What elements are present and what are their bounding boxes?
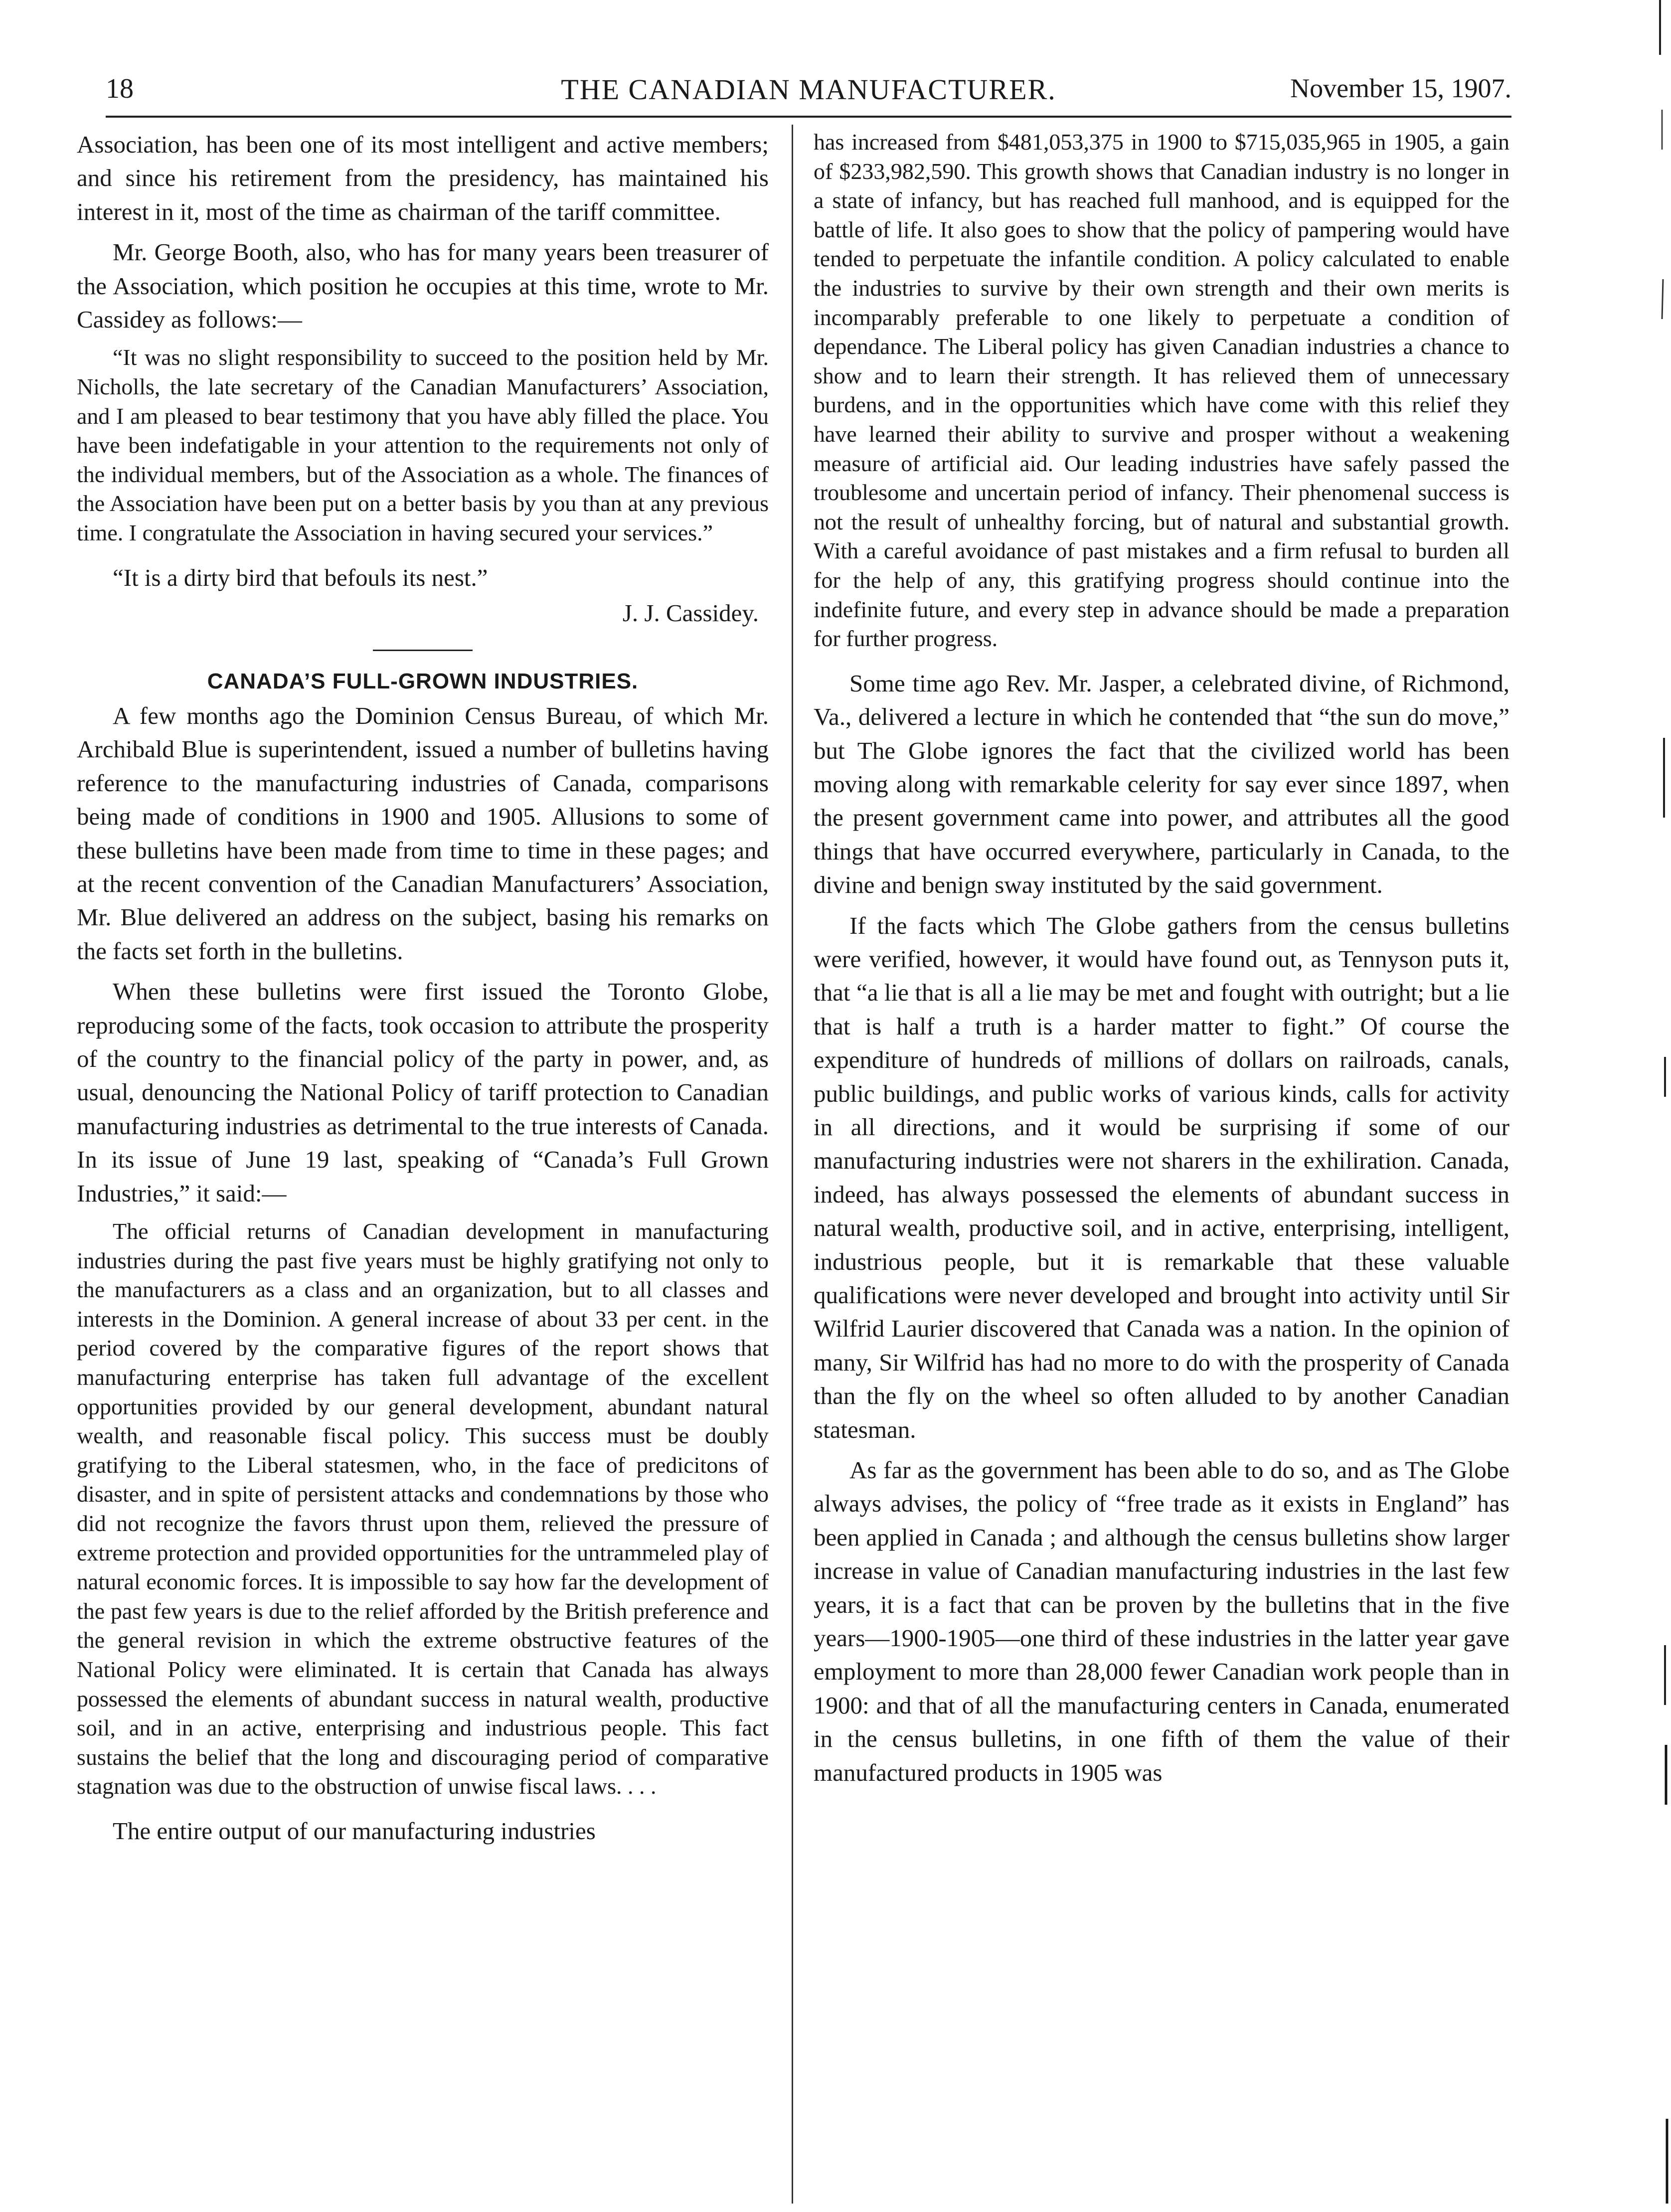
header-rule (106, 116, 1511, 118)
page-number: 18 (106, 73, 134, 104)
paragraph: Some time ago Rev. Mr. Jasper, a celebrated divine, of Richmond, Va., delivered a lecture in which he contended that “the sun do move,” but The Globe ignores the fact that the civilized world has been moving along with remarkable celerity for say ever since 1897, when the present government came into power, and attributes all the good things that have occurred everywhere, particularly in Canada, to the divine and benign sway instituted by the said government. (814, 669, 1509, 899)
paragraph: A few months ago the Dominion Census Bureau, of which Mr. Archibald Blue is superintendent, issued a number of bulletins having reference to the manufacturing industries of Canada, comparisons being made of conditions in 1900 and 1905. Allusions to some of these bulletins have been made from time to time in these pages; and at the recent convention of the Canadian Manufacturers’ Association, Mr. Blue delivered an address on the subject, basing his remarks on the facts set forth in the bulletins. (77, 702, 769, 965)
signature: J. J. Cassidey. (622, 599, 759, 627)
paragraph: Mr. George Booth, also, who has for many years been treasurer of the Association, which position he occupies at this time, wrote to Mr. Cassidey as follows:— (77, 238, 769, 334)
quoted-article-continued: has increased from $481,053,375 in 1900 to $715,035,965 in 1905, a gain of $233,982,590. This growth shows that Canadian industry is no longer in a state of infancy, but has reached full manhood, and is equipped for the battle of life. It also goes to show that the policy of pampering would have tended to perpetuate the infantile condition. A policy calculated to enable the industries to survive by their own strength and their own merits is incomparably preferable to one likely to perpetuate a condition of dependance. The Liberal policy has given Canadian industries a chance to show and to learn their strength. It has relieved them of unnecessary burdens, and in the opportunities which have come with this relief they have learned their ability to survive and prosper without a weakening measure of artificial aid. Our leading industries have safely passed the troublesome and uncertain period of infancy. Their phenomenal success is not the result of unhealthy forcing, but of natural and substantial growth. With a careful avoidance of past mistakes and a firm refusal to burden all for the help of any, this gratifying progress should continue into the indefinite future, and every step in advance should be made a preparation for further progress. (814, 129, 1509, 652)
paragraph: As far as the government has been able to do so, and as The Globe always advises, the policy of “free trade as it exists in England” has been applied in Canada ; and although the census bulletins show larger increase in value of Canadian manufacturing industries in the last few years, it is a fact that can be proven by the bulletins that in the five years—1900-1905—one third of these industries in the latter year gave employment to more than 28,000 fewer Canadian work people than in 1900: and that of all the manufacturing centers in Canada, enumerated in the census bulletins, in one fifth of them the value of their manufactured products in 1905 was (814, 1456, 1509, 1786)
issue-date: November 15, 1907. (1290, 73, 1511, 103)
left-column (77, 128, 769, 1855)
paragraph: “It is a dirty bird that befouls its nest.” (113, 563, 488, 591)
quoted-article: The official returns of Canadian development in manufacturing industries during the past five years must be highly gratifying not only to the manufacturers as a class and an organization, but to all classes and interests in the Dominion. A general increase of about 33 per cent. in the period covered by the comparative figures of the report shows that manufacturing enterprise has taken full advantage of the excellent opportunities provided by our general development, abundant natural wealth, and reasonable fiscal policy. This success must be doubly gratifying to the Liberal statesmen, who, in the face of predicitons of disaster, and in spite of persistent attacks and condemnations by those who did not recognize the favors thrust upon them, relieved the pressure of extreme protection and provided opportunities for the untrammeled play of natural economic forces. It is impossible to say how far the development of the past few years is due to the relief afforded by the British preference and the general revision in which the extreme obstructive features of the National Policy were eliminated. It is certain that Canada has always possessed the elements of abundant success in natural wealth, productive soil, and in an active, enterprising and industrious people. This fact sustains the belief that the long and discouraging period of comparative stagnation was due to the obstruction of unwise fiscal laws. . . . (77, 1218, 769, 1799)
publication-title: THE CANADIAN MANUFACTURER. (561, 73, 1056, 106)
right-column (814, 128, 1509, 1796)
paragraph: The entire output of our manufacturing industries (113, 1817, 596, 1845)
section-separator (373, 650, 473, 651)
paragraph: When these bulletins were first issued the Toronto Globe, reproducing some of the facts, took occasion to attribute the prosperity of the country to the financial policy of the party in power, and, as usual, denouncing the National Policy of tariff protection to Canadian manufacturing industries as detrimental to the true interests of Canada. In its issue of June 19 last, speaking of “Canada’s Full Grown Industries,” it said:— (77, 978, 769, 1207)
quoted-letter: “It was no slight responsibility to succeed to the position held by Mr. Nicholls, the late secretary of the Canadian Manufacturers’ Association, and I am pleased to bear testimony that you have ably filled the place. You have been indefatigable in your attention to the requirements not only of the individual members, but of the Association as a whole. The finances of the Association have been put on a better basis by you than at any previous time. I congratulate the Association in having secured your services.” (77, 344, 769, 545)
scan-edge-marks (1640, 0, 1671, 2212)
paragraph: If the facts which The Globe gathers from the census bulletins were verified, however, it would have found out, as Tennyson puts it, that “a lie that is all a lie may be met and fought with outright; but a lie that is half a truth is a harder matter to fight.” Of course the expenditure of hundreds of millions of dollars on railroads, canals, public buildings, and public works of various kinds, calls for activity in all directions, and it would be surprising if some of our manufacturing industries were not sharers in the exhiliration. Canada, indeed, has always possessed the elements of abundant success in natural wealth, productive soil, and in active, enterprising, intelligent, industrious people, but it is remarkable that these valuable qualifications were never developed and brought into activity until Sir Wilfrid Laurier discovered that Canada was a nation. In the opinion of many, Sir Wilfrid has had no more to do with the prosperity of Canada than the fly on the wheel so often alluded to by another Canadian statesman. (814, 911, 1509, 1443)
page-header (106, 73, 1511, 113)
paragraph: Association, has been one of its most intelligent and active members; and since his retirement from the presidency, has maintained his interest in it, most of the time as chairman of the tariff committee. (77, 131, 769, 225)
column-divider (792, 125, 793, 2204)
section-heading: CANADA’S FULL-GROWN INDUSTRIES. (207, 669, 639, 693)
